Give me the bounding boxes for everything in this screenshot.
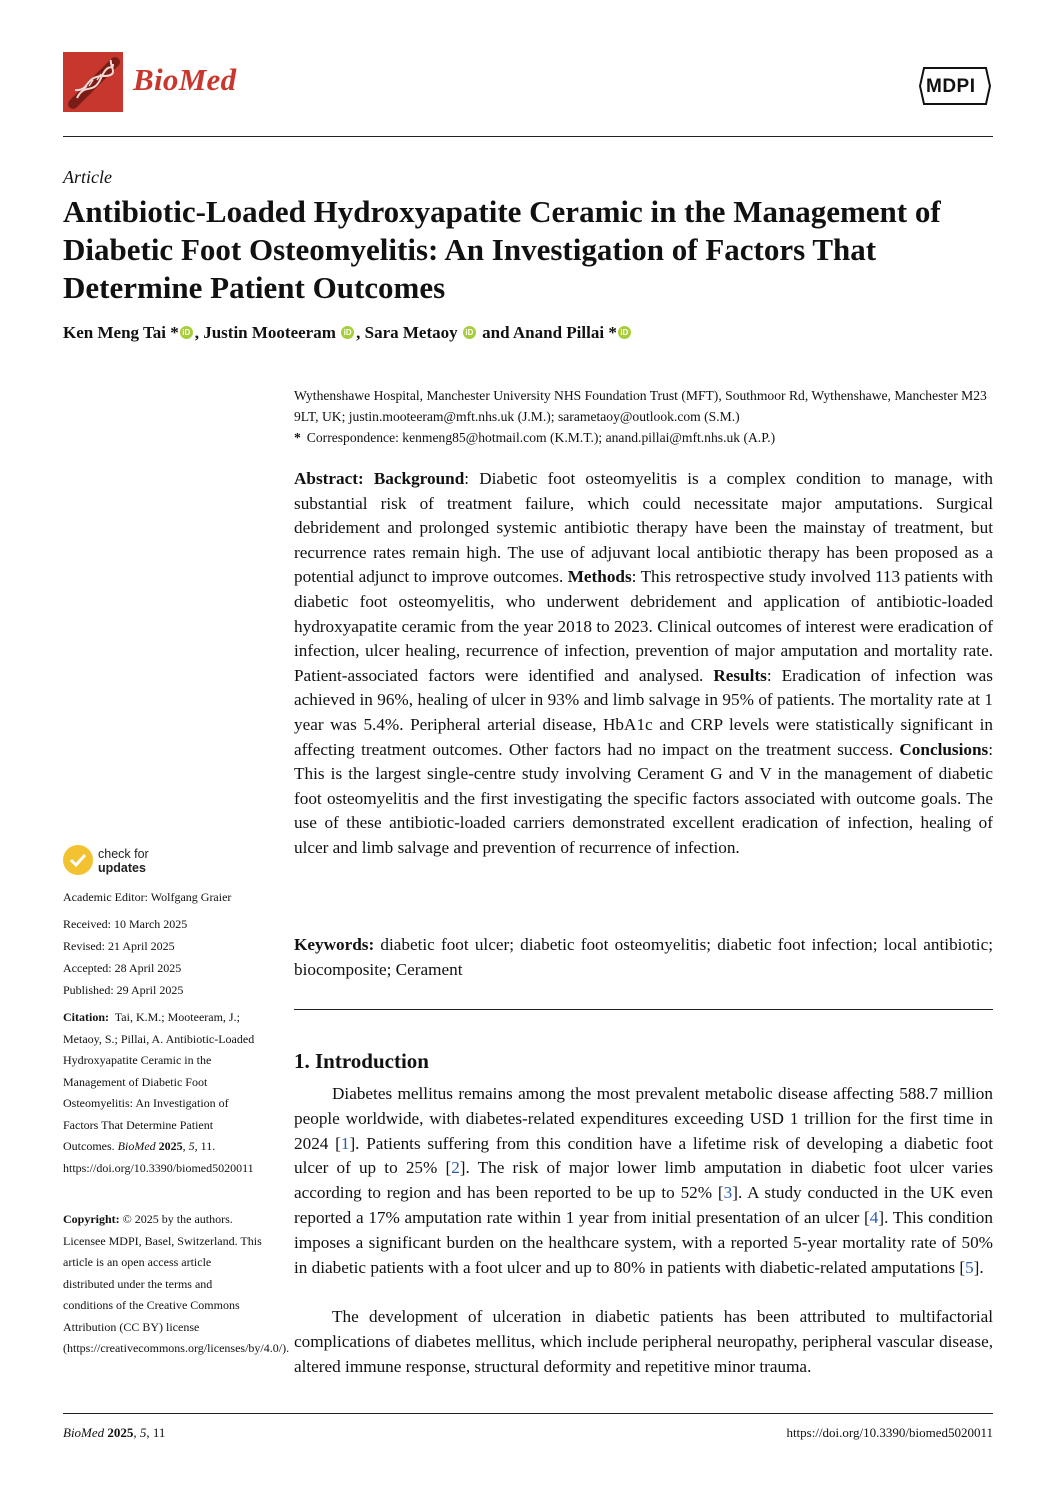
- check-for-updates-button[interactable]: check for updates: [63, 845, 223, 879]
- intro-paragraph: The development of ulceration in diabetic patients has been attributed to multifactorial complications of diabetes mellitus, which include peripheral neuropathy, peripheral vascular disease, altered immune response, structural deformity and repetitive minor trauma.: [294, 1307, 993, 1376]
- orcid-icon[interactable]: iD: [463, 326, 476, 339]
- orcid-icon[interactable]: iD: [618, 326, 631, 339]
- journal-name: BioMed: [133, 62, 237, 97]
- correspondence: * Correspondence: kenmeng85@hotmail.com (K.M.T.); anand.pillai@mft.nhs.uk (A.P.): [294, 430, 776, 445]
- citation-link[interactable]: 5: [965, 1257, 974, 1277]
- abstract: Abstract: Background: Diabetic foot osteomyelitis is a complex condition to manage, with substantial risk of treatment failure, which could necessitate major amputations. Surgical debridement and prolonged systemic antibiotic therapy have been the mainstay of treatment, but recurrence rates remain high. The use of adjuvant local antibiotic therapy has been proposed as a potential adjunct to improve outcomes. Methods: This retrospective study involved 113 patients with diabetic foot osteomyelitis, who underwent debridement and application of antibiotic-loaded hydroxyapatite ceramic from the year 2018 to 2023. Clinical outcomes of interest were eradication of infection, ulcer healing, recurrence of infection, prevention of major amputation and mortality rate. Patient-associated factors were identified and analysed. Results: Eradication of infection was achieved in 96%, healing of ulcer in 93% and limb salvage in 95% of patients. The mortality rate at 1 year was 5.4%. Peripheral arterial disease, HbA1c and CRP levels were statistically significant in affecting treatment outcomes. Other factors had no impact on the treatment success. Conclusions: This is the largest single-centre study involving Cerament G and V in the management of diabetic foot osteomyelitis and the first investigating the specific factors associated with outcome goals. The use of these antibiotic-loaded carriers demonstrated excellent eradication of infection, healing of ulcer and limb salvage and prevention of recurrence of infection.: [294, 469, 993, 857]
- mdpi-logo-icon: [918, 66, 992, 106]
- footer-citation: BioMed 2025, 5, 11: [63, 1425, 166, 1440]
- header-divider: [63, 136, 993, 137]
- author-list: Ken Meng Tai * iD , Justin Mooteeram iD , Sara Metaoy iD and Anand Pillai * iD: [63, 323, 633, 343]
- abstract-divider: [294, 1009, 993, 1010]
- author-name[interactable]: Ken Meng Tai: [63, 323, 166, 342]
- author-name[interactable]: Justin Mooteeram: [203, 323, 336, 342]
- published-date: Published: 29 April 2025: [63, 983, 184, 997]
- orcid-icon[interactable]: iD: [341, 326, 354, 339]
- keywords: Keywords: diabetic foot ulcer; diabetic foot osteomyelitis; diabetic foot infection; local antibiotic; biocomposite; Cerament: [294, 935, 993, 979]
- article-title: Antibiotic-Loaded Hydroxyapatite Ceramic in the Management of Diabetic Foot Osteomyelitis: An Investigation of Factors That Determine Patient Outcomes: [63, 194, 941, 305]
- author-name[interactable]: Sara Metaoy: [364, 323, 458, 342]
- academic-editor: Academic Editor: Wolfgang Graier: [63, 890, 232, 904]
- citation-link[interactable]: 4: [869, 1207, 879, 1227]
- check-updates-icon: [63, 845, 93, 875]
- intro-paragraph: Diabetes mellitus remains among the most prevalent metabolic disease affecting 588.7 million people worldwide, with diabetes-related expenditures exceeding USD 1 trillion for the first time in 2024 [1]. Patients suffering from this condition have a lifetime risk of developing a diabetic foot ulcer of up to 25% [2]. The risk of major lower limb amputation in diabetic foot ulcer varies according to region and has been reported to be up to 52% [3]. A study conducted in the UK even reported a 17% amputation rate within 1 year from initial presentation of an ulcer [4]. This condition imposes a significant burden on the healthcare system, with a reported 5-year mortality rate of 50% in diabetic patients with a foot ulcer and up to 80% in patients with diabetic-related amputations [5].: [294, 1084, 994, 1277]
- article-type: Article: [63, 167, 112, 187]
- received-date: Received: 10 March 2025: [63, 917, 188, 931]
- revised-date: Revised: 21 April 2025: [63, 939, 175, 953]
- orcid-icon[interactable]: iD: [180, 326, 193, 339]
- accepted-date: Accepted: 28 April 2025: [63, 961, 182, 975]
- citation-link[interactable]: 2: [451, 1158, 460, 1178]
- section-heading: 1. Introduction: [294, 1049, 429, 1073]
- affiliation-block: [294, 385, 994, 448]
- citation-link[interactable]: 3: [723, 1183, 733, 1203]
- citation-link[interactable]: 1: [340, 1133, 350, 1153]
- footer-doi-link[interactable]: https://doi.org/10.3390/biomed5020011: [786, 1425, 993, 1440]
- footer-divider: [63, 1413, 993, 1414]
- citation: Citation: Tai, K.M.; Mooteeram, J.; Metaoy, S.; Pillai, A. Antibiotic-Loaded Hydroxyapatite Ceramic in the Management of Diabetic Foot Osteomyelitis: An Investigation of Factors That Determine Patient Outcomes. BioMed 2025, 5, 11. https://doi.org/10.3390/biomed5020011: [63, 1010, 255, 1175]
- copyright: Copyright: © 2025 by the authors. Licensee MDPI, Basel, Switzerland. This article is an open access article distributed under the terms and conditions of the Creative Commons Attribution (CC BY) license (https://creativecommons.org/licenses/by/4.0/).: [63, 1212, 290, 1355]
- affiliation: Wythenshawe Hospital, Manchester University NHS Foundation Trust (MFT), Southmoor Rd, Wythenshawe, Manchester M23 9LT, UK; justin.mooteeram@mft.nhs.uk (J.M.); sarametaoy@outlook.com (S.M.): [294, 388, 987, 424]
- publisher-name: MDPI: [926, 76, 976, 97]
- author-name[interactable]: Anand Pillai: [512, 323, 605, 342]
- biomed-logo-icon: [63, 52, 123, 112]
